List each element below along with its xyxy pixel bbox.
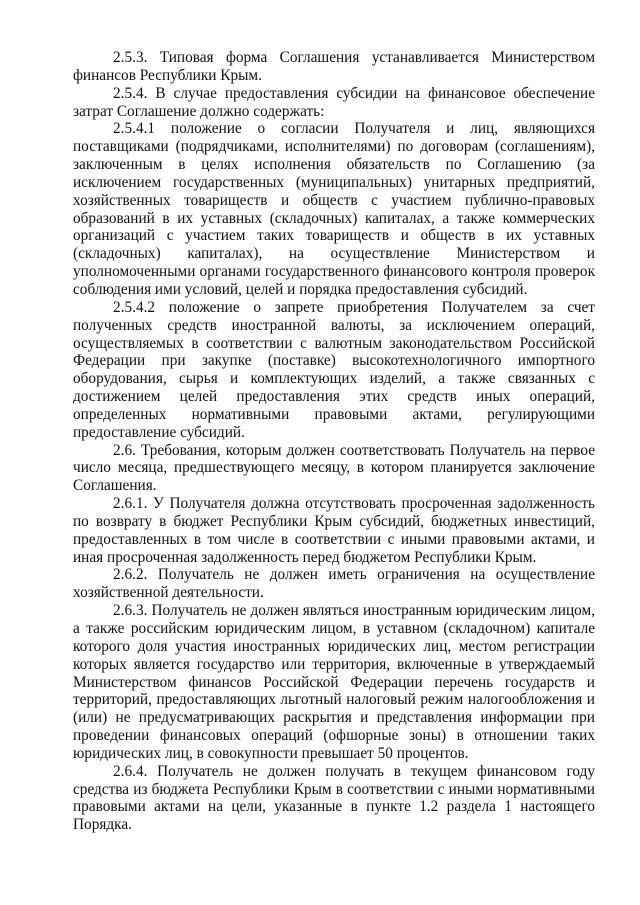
paragraph-2-6-1: 2.6.1. У Получателя должна отсутствовать просроченная задолженность по возврату в бюджет Республики Крым субсидий, бюджетных инвестиций, предоставленных в том числе в соответствии с иными правовыми актами, и иная просроченная задолженность перед бюджетом Республики Крым.	[73, 495, 595, 566]
paragraph-2-6-2: 2.6.2. Получатель не должен иметь ограничения на осуществление хозяйственной деятельности.	[73, 566, 595, 602]
paragraph-2-6: 2.6. Требования, которым должен соответствовать Получатель на первое число месяца, предшествующего месяцу, в котором планируется заключение Соглашения.	[73, 441, 595, 495]
paragraph-2-5-4-1: 2.5.4.1 положение о согласии Получателя и лиц, являющихся поставщиками (подрядчиками, исполнителями) по договорам (соглашениям), заключенным в целях исполнения обязательств по Соглашению (за исключением государственных (муниципальных) унитарных предприятий, хозяйственных товариществ и обществ с участием публично-правовых образований в их уставных (складочных) капиталах, а также коммерческих организаций с участием таких товариществ и обществ в их уставных (складочных) капиталах), на осуществление Министерством и уполномоченными органами государственного финансового контроля проверок соблюдения ими условий, целей и порядка предоставления субсидий.	[73, 120, 595, 298]
paragraph-2-6-3: 2.6.3. Получатель не должен являться иностранным юридическим лицом, а также российским юридическим лицом, в уставном (складочном) капитале которого доля участия иностранных юридических лиц, местом регистрации которых является государство или территория, включенные в утверждаемый Министерством финансов Российской Федерации перечень государств и территорий, предоставляющих льготный налоговый режим налогообложения и (или) не предусматривающих раскрытия и представления информации при проведении финансовых операций (офшорные зоны) в отношении таких юридических лиц, в совокупности превышает 50 процентов.	[73, 602, 595, 762]
paragraph-2-5-4-2: 2.5.4.2 положение о запрете приобретения Получателем за счет полученных средств иностранной валюты, за исключением операций, осуществляемых в соответствии с валютным законодательством Российской Федерации при закупке (поставке) высокотехнологичного импортного оборудования, сырья и комплектующих изделий, а также связанных с достижением целей предоставления этих средств иных операций, определенных нормативными правовыми актами, регулирующими предоставление субсидий.	[73, 298, 595, 441]
paragraph-2-5-4: 2.5.4. В случае предоставления субсидии на финансовое обеспечение затрат Соглашение должно содержать:	[73, 84, 595, 120]
paragraph-2-5-3: 2.5.3. Типовая форма Соглашения устанавливается Министерством финансов Республики Крым.	[73, 49, 595, 84]
document-page	[73, 49, 595, 834]
paragraph-2-6-4: 2.6.4. Получатель не должен получать в текущем финансовом году средства из бюджета Республики Крым в соответствии с иными нормативными правовыми актами на цели, указанные в пункте 1.2 раздела 1 настоящего Порядка.	[73, 762, 595, 834]
